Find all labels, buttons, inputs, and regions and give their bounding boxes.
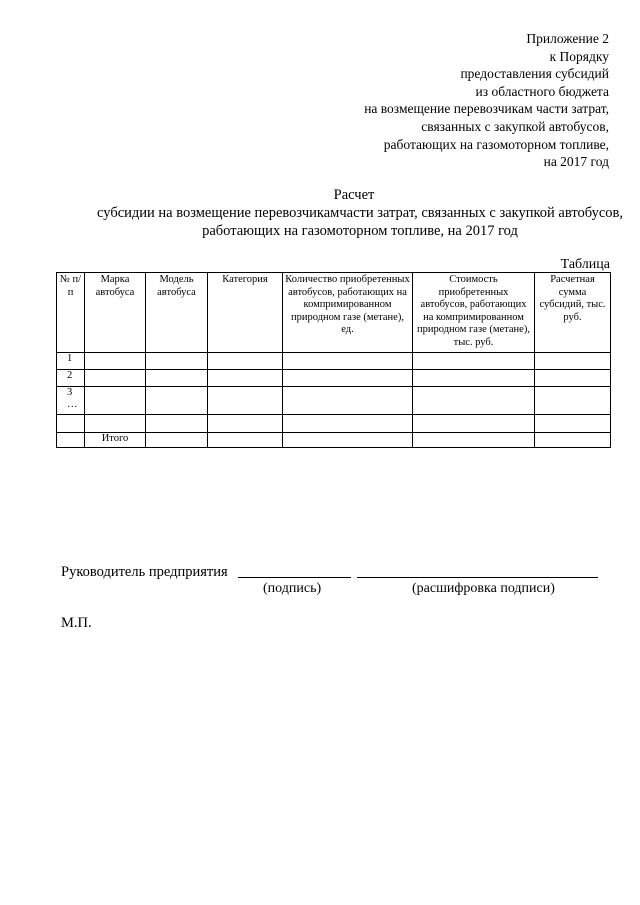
table-cell [146, 386, 208, 414]
appendix-line: работающих на газомоторном топливе, [383, 136, 609, 152]
header-cell-cost: Стоимость приобретенных автобусов, работающих на компримированном природном газе (метане), тыс. руб. [413, 273, 535, 353]
table-cell [146, 432, 208, 447]
table-cell [283, 369, 413, 386]
header-cell-subsidy: Расчетная сумма субсидий, тыс. руб. [535, 273, 611, 353]
appendix-line: предоставления субсидий [460, 66, 609, 82]
table-row-total [57, 432, 611, 447]
table-cell [535, 352, 611, 369]
table-label: Таблица [560, 257, 610, 272]
table-row [57, 352, 611, 369]
table-cell [413, 369, 535, 386]
calculation-table [56, 272, 611, 448]
appendix-block [364, 30, 609, 171]
header-cell-brand: Марка автобуса [85, 273, 146, 353]
header-cell-category: Категория [208, 273, 283, 353]
header-cell-model: Модель автобуса [146, 273, 208, 353]
table-row [57, 386, 611, 414]
row-number-cell: 2 [57, 369, 85, 386]
table-cell [535, 386, 611, 414]
table-cell [283, 414, 413, 432]
appendix-line: из областного бюджета [475, 83, 609, 99]
signature-decode-line [357, 577, 598, 578]
row-number-cell: 1 [57, 352, 85, 369]
table-cell [208, 352, 283, 369]
table-cell [146, 352, 208, 369]
table-header-row [57, 273, 611, 353]
signature-label: Руководитель предприятия [61, 564, 228, 580]
signature-caption: (подпись) [263, 581, 322, 596]
appendix-line: на 2017 год [543, 154, 609, 170]
table-cell [208, 386, 283, 414]
table-cell [283, 352, 413, 369]
header-cell-quantity: Количество приобретенных автобусов, работающих на компримированном природном газе (метане), ед. [283, 273, 413, 353]
table-cell [535, 432, 611, 447]
table-cell [85, 414, 146, 432]
appendix-line: на возмещение перевозчикам части затрат, [364, 101, 609, 117]
signature-decode-caption: (расшифровка подписи) [412, 581, 555, 596]
table-cell [208, 432, 283, 447]
appendix-line: к Порядку [549, 48, 609, 64]
signature-line [238, 577, 351, 578]
appendix-line: связанных с закупкой автобусов, [421, 118, 609, 134]
stamp-label: М.П. [61, 615, 92, 631]
table-cell [208, 414, 283, 432]
table-row [57, 369, 611, 386]
table-cell [413, 432, 535, 447]
table-cell [208, 369, 283, 386]
header-cell-num: № п/п [57, 273, 85, 353]
table-cell [535, 414, 611, 432]
document-subtitle: субсидии на возмещение перевозчикамчасти затрат, связанных с закупкой автобусов, работающих на газомоторном топливе, на 2017 год [97, 205, 623, 239]
table-cell [413, 352, 535, 369]
document-title: Расчет [333, 187, 375, 203]
table-cell [413, 386, 535, 414]
table-cell [146, 414, 208, 432]
total-label-cell: Итого [85, 432, 146, 447]
table-cell [85, 386, 146, 414]
row-number-cell [57, 414, 85, 432]
row-number-cell [57, 432, 85, 447]
table-cell [85, 352, 146, 369]
table-cell [283, 386, 413, 414]
table-cell [283, 432, 413, 447]
table-cell [146, 369, 208, 386]
row-number-cell: 3 … [57, 386, 85, 414]
table-row [57, 414, 611, 432]
appendix-line: Приложение 2 [526, 31, 609, 46]
table-cell [413, 414, 535, 432]
table-cell [85, 369, 146, 386]
table-cell [535, 369, 611, 386]
